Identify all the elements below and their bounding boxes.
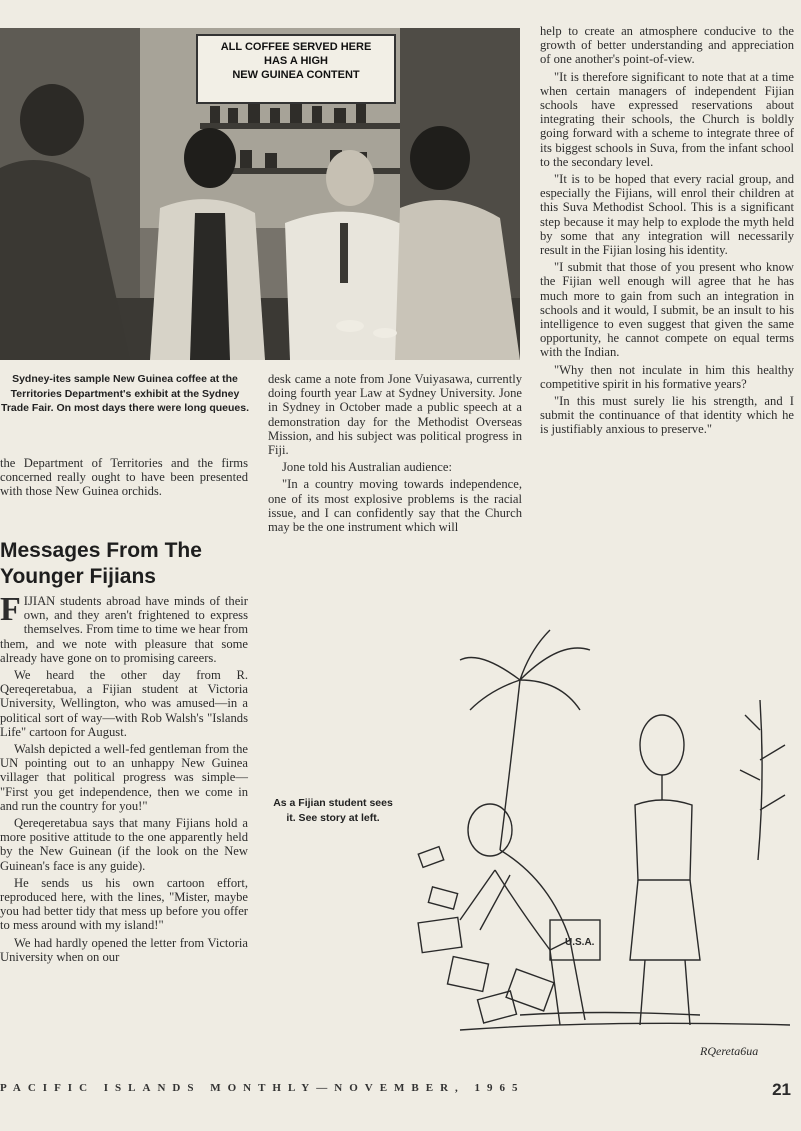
- briefcase-label: U.S.A.: [565, 937, 595, 948]
- intro-paragraph: the Department of Territories and the firms concerned really ought to have been presented with those New Guinea orchids.: [0, 456, 248, 499]
- body-paragraph: Jone told his Australian audience:: [282, 460, 452, 475]
- column-2-body: [268, 372, 522, 537]
- article-headline: Messages From The Younger Fijians: [0, 539, 202, 588]
- coffee-sign: [196, 34, 396, 104]
- body-paragraph: "It is therefore significant to note that at a time when certain managers of independent Fijian schools have expressed reservations about integrating their schools, the Church is boldly going forward with a scheme to integrate three of its biggest schools in Suva, from the infant school to the secondary level.: [540, 69, 794, 169]
- body-paragraph: We had hardly opened the letter from Victoria University when on our: [0, 935, 248, 964]
- cartoon-illustration: [400, 620, 800, 1065]
- column-1-body: [0, 591, 248, 967]
- page-number: 21: [772, 1080, 791, 1099]
- body-paragraph: "In a country moving towards independence, one of its most explosive problems is the racial issue, and I can confidently say that the Church may be the one instrument which will: [268, 477, 522, 535]
- body-paragraph: desk came a note from Jone Vuiyasawa, currently doing fourth year Law at Sydney University. Jone in Sydney in October made a public speech at a demonstration day for the Methodist Overseas Mission, and his subject was political progress in Fiji.: [268, 372, 522, 458]
- photo-caption: Sydney-ites sample New Guinea coffee at the Territories Department's exhibit at the Sydney Trade Fair. On most days there were long queues.: [1, 373, 249, 414]
- column-3-body: [540, 24, 794, 440]
- sign-line-2: HAS A HIGH: [264, 55, 328, 67]
- body-paragraph: He sends us his own cartoon effort, reproduced here, with the lines, "Mister, maybe you had better tidy that mess up before you offer to mess around with my island!": [0, 875, 248, 933]
- coffee-exhibit-photo: [0, 28, 520, 360]
- body-paragraph: help to create an atmosphere conducive to the growth of better understanding and appreciation of one another's point-of-view.: [540, 24, 794, 67]
- page-footer: PACIFIC ISLANDS MONTHLY—NOVEMBER, 1965: [0, 1082, 525, 1094]
- body-paragraph: "I submit that those of you present who know the Fijian well enough will agree that he has much more to gain from such an integration in schools and it would, I submit, be an insult to his intelligence to even suggest that given the same opportunity, he cannot compete on equal terms with the Indian.: [540, 260, 794, 360]
- body-paragraph: Walsh depicted a well-fed gentleman from the UN pointing out to an unhappy New Guinea villager that political progress was simple— "First you get independence, then we come in and run the country for you!": [0, 742, 248, 813]
- sign-line-1: ALL COFFEE SERVED HERE: [220, 41, 372, 53]
- body-paragraph: "Why then not inculate in him this healthy competitive spirit in his formative years?: [540, 362, 794, 391]
- body-paragraph: We heard the other day from R. Qereqeretabua, a Fijian student at Victoria University, Wellington, who was amused—in a political sort of way—with Rob Walsh's "Islands Life" cartoon for August.: [0, 668, 248, 739]
- body-paragraph: "In this must surely lie his strength, and I submit the continuance of that identity which he is justifiably anxious to preserve.": [540, 394, 794, 437]
- cartoon-caption: As a Fijian student sees it. See story at left.: [273, 797, 393, 824]
- cartoonist-signature: RQereta6ua: [700, 1044, 759, 1058]
- drop-cap: F: [0, 591, 21, 628]
- sign-line-3: NEW GUINEA CONTENT: [232, 69, 360, 81]
- body-paragraph: FIJIAN students abroad have minds of their own, and they aren't frightened to express themselves. From time to time we hear from them, and we note with pleasure that some already have gone on to promising careers.: [0, 591, 248, 665]
- body-paragraph: Qereqeretabua says that many Fijians hold a more positive attitude to the one apparently held by the New Guinean (if the look on the New Guinean's face is any guide).: [0, 816, 248, 873]
- column-1-intro: [0, 456, 248, 502]
- body-paragraph: "It is to be hoped that every racial group, and especially the Fijians, will enrol their children at this Suva Methodist School. This is a significant step because it may help to explode the myth held by some that any integration will necessarily result in the Fijian losing his identity.: [540, 172, 794, 258]
